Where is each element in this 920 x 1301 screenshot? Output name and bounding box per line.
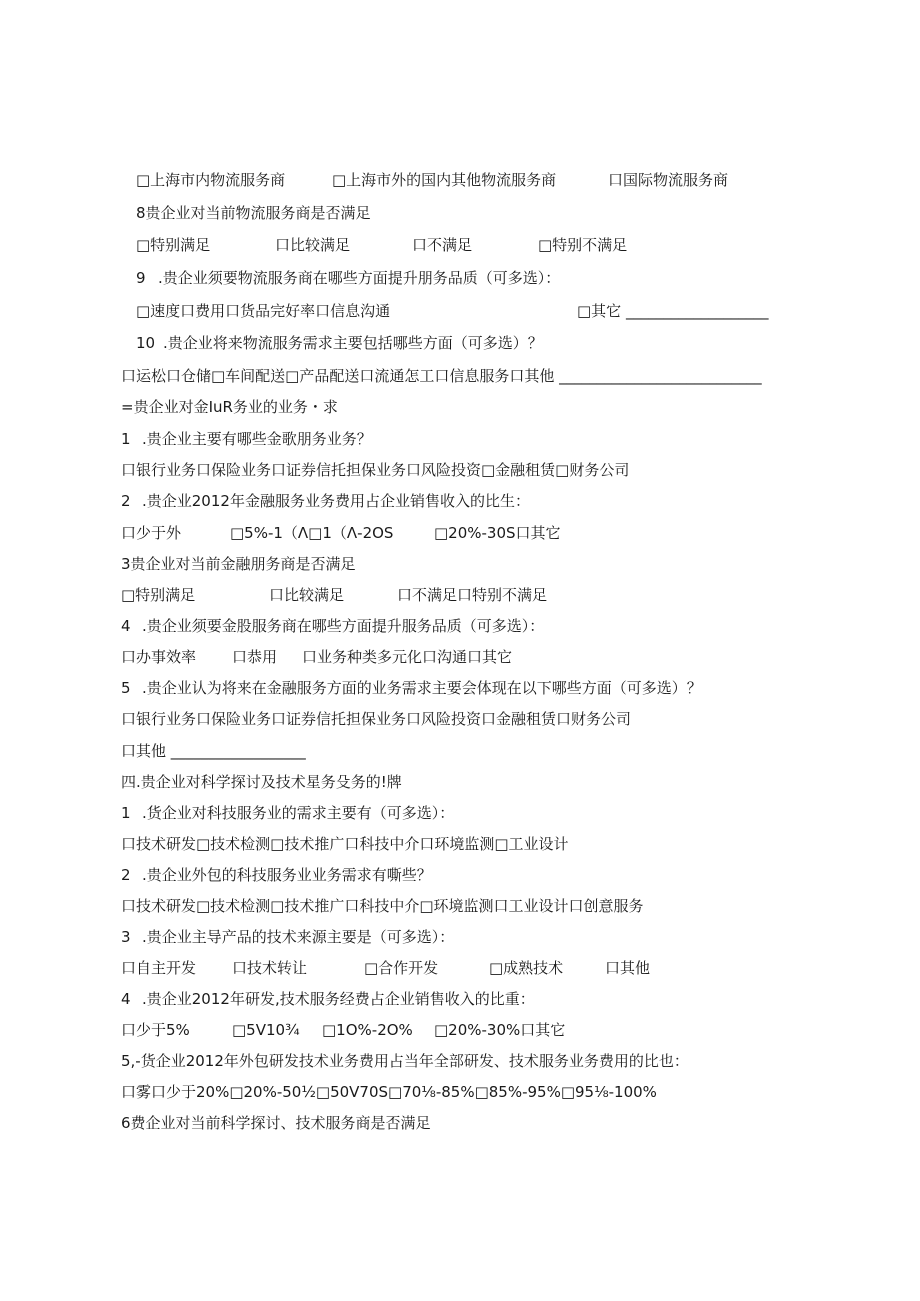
option-very-satisfied[interactable]: □特别满足 bbox=[136, 236, 211, 254]
option-fairly-satisfied[interactable]: 口比较满足 bbox=[275, 236, 351, 254]
question-text: .货企业对科技服务业的需求主要有（可多选）： bbox=[142, 804, 455, 822]
option-range[interactable]: □1O%-2O% bbox=[322, 1021, 413, 1039]
question-text: 8贵企业对当前物流服务商是否满足 bbox=[136, 204, 371, 222]
question-text: .贵企业外包的科技服务业业务需求有嘶些？ bbox=[142, 866, 432, 884]
option-group[interactable]: 口银行业务口保险业务口证券信托担保业务口风险投资口金融租赁口财务公司 bbox=[121, 710, 632, 728]
option-tech-transfer[interactable]: 口技术转让 bbox=[232, 959, 308, 977]
option-international[interactable]: 口国际物流服务商 bbox=[608, 171, 729, 189]
option-less-than[interactable]: 口少于外 bbox=[121, 524, 182, 542]
question-text: .贵企业2012年金融服务业务费用占企业销售收入的比生： bbox=[142, 492, 530, 510]
option-range[interactable]: □5%-1（Λ□1（Λ-2OS bbox=[230, 524, 394, 542]
option-cooperative[interactable]: □合作开发 bbox=[364, 959, 439, 977]
question-text: .贵企业认为将来在金融服务方面的业务需求主要会体现在以下哪些方面（可多选）？ bbox=[142, 679, 702, 697]
section-heading: =贵企业对金IuR务业的业务・求 bbox=[121, 398, 338, 416]
question-text: .贵企业主要有哪些金歌朋务业务？ bbox=[142, 430, 372, 448]
option-efficiency[interactable]: 口办事效率 bbox=[121, 648, 197, 666]
question-number: 1 bbox=[121, 804, 131, 822]
option-group[interactable]: 口技术研发□技术检测□技术推广口科技中介口环境监测□工业设计 bbox=[121, 835, 569, 853]
option-mature-tech[interactable]: □成熟技术 bbox=[489, 959, 564, 977]
option-other[interactable]: 口其他 bbox=[605, 959, 651, 977]
question-number: 9 bbox=[136, 269, 146, 287]
option-group[interactable]: 口业务种类多元化口沟通口其它 bbox=[302, 648, 513, 666]
option-group[interactable]: □速度口费用口货品完好率口信息沟通 bbox=[136, 302, 391, 320]
question-text: 6费企业对当前科学探讨、技术服务商是否满足 bbox=[121, 1114, 431, 1132]
option-less-than[interactable]: 口少于5% bbox=[121, 1021, 190, 1039]
option-very-satisfied[interactable]: □特别满足 bbox=[121, 586, 196, 604]
question-text: .贵企业2012年研发,技术服务经费占企业销售收入的比重： bbox=[142, 990, 535, 1008]
option-not-satisfied[interactable]: 口不满足 bbox=[412, 236, 473, 254]
question-text: .贵企业须要物流服务商在哪些方面提升朋务品质（可多选）： bbox=[158, 269, 561, 287]
question-number: 5 bbox=[121, 679, 131, 697]
question-number: 2 bbox=[121, 492, 131, 510]
option-range-other[interactable]: □20%-30S口其它 bbox=[434, 524, 561, 542]
question-text: .贵企业主导产品的技术来源主要是（可多选）： bbox=[142, 928, 455, 946]
question-text: 3贵企业对当前金融朋务商是否满足 bbox=[121, 555, 356, 573]
option-range[interactable]: □5V10¾ bbox=[232, 1021, 300, 1039]
option-other-blank[interactable]: 口其他 __________________ bbox=[121, 742, 306, 760]
option-group[interactable]: 口银行业务口保险业务口证券信托担保业务口风险投资□金融租赁□财务公司 bbox=[121, 461, 630, 479]
option-group[interactable]: 口技术研发□技术检测□技术推广口科技中介□环境监测口工业设计口创意服务 bbox=[121, 897, 644, 915]
question-text: 5,-货企业2012年外包研发技术业务费用占当年全部研发、技术服务业务费用的比也： bbox=[121, 1052, 689, 1070]
option-not-satisfied-group[interactable]: 口不满足口特别不满足 bbox=[397, 586, 548, 604]
option-very-dissatisfied[interactable]: □特别不满足 bbox=[538, 236, 628, 254]
question-number: 3 bbox=[121, 928, 131, 946]
section-heading: 四.贵企业对科学探讨及技术星务殳务的!牌 bbox=[121, 773, 402, 791]
question-number: 1 bbox=[121, 430, 131, 448]
question-number: 10 bbox=[136, 334, 156, 352]
question-number: 4 bbox=[121, 990, 131, 1008]
option-range-other[interactable]: □20%-30%口其它 bbox=[434, 1021, 566, 1039]
question-text: .贵企业须要金股服务商在哪些方面提升服务品质（可多选）： bbox=[142, 617, 545, 635]
option-self-developed[interactable]: 口自主开发 bbox=[121, 959, 197, 977]
question-number: 2 bbox=[121, 866, 131, 884]
option-fairly-satisfied[interactable]: 口比较满足 bbox=[269, 586, 345, 604]
option-domestic-other[interactable]: □上海市外的国内其他物流服务商 bbox=[332, 171, 557, 189]
option-other-blank[interactable]: □其它 ___________________ bbox=[577, 302, 769, 320]
option-group[interactable]: 口雾口少于20%□20%-50½□50V70S□70⅛-85%□85%-95%□95⅛-100% bbox=[121, 1083, 657, 1101]
option-shanghai-local[interactable]: □上海市内物流服务商 bbox=[136, 171, 286, 189]
question-number: 4 bbox=[121, 617, 131, 635]
question-text: .贵企业将来物流服务需求主要包括哪些方面（可多选）？ bbox=[163, 334, 543, 352]
option-group[interactable]: 口运松口仓储□车间配送□产品配送口流通怎工口信息服务口其他 ___________________________ bbox=[121, 367, 762, 385]
option-cost[interactable]: 口恭用 bbox=[232, 648, 278, 666]
